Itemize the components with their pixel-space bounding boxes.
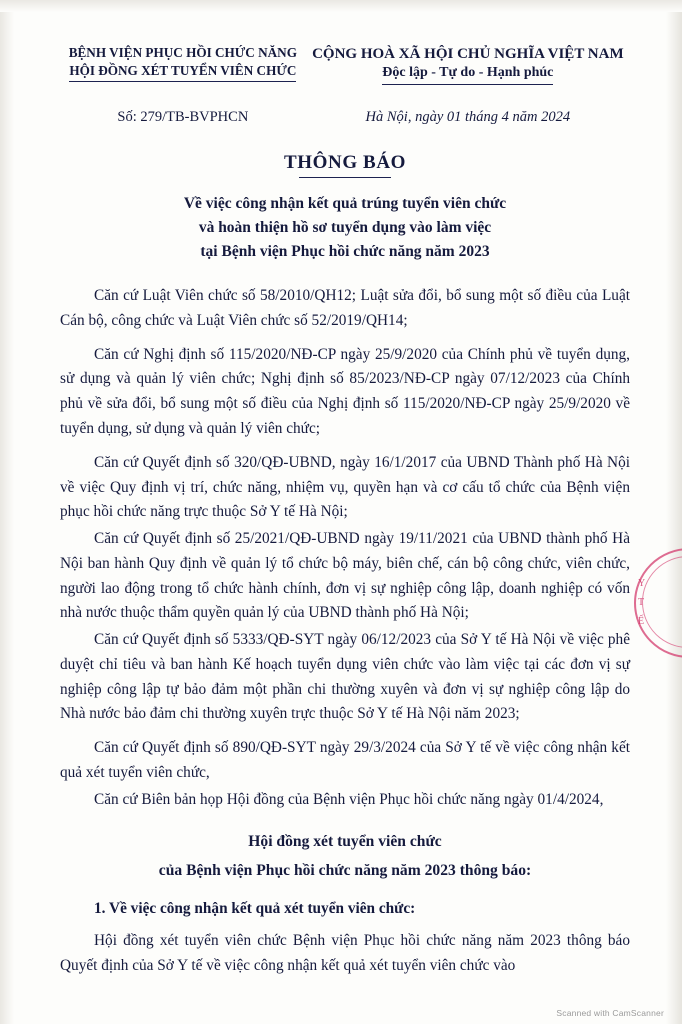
country-name: CỘNG HOÀ XÃ HỘI CHỦ NGHĨA VIỆT NAM — [312, 46, 624, 62]
document-content — [60, 44, 630, 987]
section-1-title: 1. Về việc công nhận kết quả xét tuyển viên chức: — [94, 900, 416, 917]
national-motto: Độc lập - Tự do - Hạnh phúc — [306, 64, 630, 85]
scan-edge-right — [666, 0, 682, 1024]
scan-edge-left — [0, 0, 14, 1024]
paragraph-3: Căn cứ Quyết định số 320/QĐ-UBND, ngày 16/1/2017 của UBND Thành phố Hà Nội về việc Quy định vị trí, chức năng, nhiệm vụ, quyền hạn và cơ cấu tổ chức của Bệnh viện phục hồi chức năng trực thuộc Sở Y tế Hà Nội; — [60, 453, 630, 521]
council-line-2: của Bệnh viện Phục hồi chức năng năm 2023 thông báo: — [158, 861, 532, 879]
date-and-place: Hà Nội, ngày 01 tháng 4 năm 2024 — [365, 109, 571, 126]
paragraph-4: Căn cứ Quyết định số 25/2021/QĐ-UBND ngày 19/11/2021 của UBND thành phố Hà Nội ban hành Quy định về quản lý tổ chức bộ máy, biên chế, cán bộ công chức, viên chức, người lao động trong tổ chức hành chính, đơn vị sự nghiệp công lập, doanh nghiệp có vốn nhà nước thuộc thẩm quyền quản lý của UBND thành phố Hà Nội; — [60, 530, 630, 622]
official-seal-stamp — [628, 548, 682, 658]
subtitle-line-3: tại Bệnh viện Phục hồi chức năng năm 2023 — [200, 243, 490, 261]
paragraph-1: Căn cứ Luật Viên chức số 58/2010/QH12; Luật sửa đổi, bổ sung một số điều của Luật Cán bộ, công chức và Luật Viên chức số 52/2019/QH14; — [60, 287, 630, 329]
document-header — [60, 44, 630, 85]
stamp-text: Y T Ế — [638, 578, 648, 627]
paragraph-7: Căn cứ Biên bản họp Hội đồng của Bệnh viện Phục hồi chức năng ngày 01/4/2024, — [94, 790, 604, 808]
title-block — [60, 152, 630, 264]
issuing-authority — [60, 44, 306, 82]
document-subtitle — [60, 192, 630, 264]
document-meta-line — [60, 109, 630, 126]
title-underline — [299, 177, 391, 178]
paragraph-2: Căn cứ Nghị định số 115/2020/NĐ-CP ngày 25/9/2020 của Chính phủ về tuyển dụng, sử dụng và quản lý viên chức; Nghị định số 85/2023/NĐ-CP ngày 07/12/2023 của Chính phủ về sửa đổi, bổ sung một số điều của Nghị định số 115/2020/NĐ-CP ngày 25/9/2020 về tuyển dụng, sử dụng và quản lý viên chức; — [60, 345, 630, 438]
national-heading — [306, 44, 630, 85]
scanner-watermark: Scanned with CamScanner — [556, 1008, 664, 1018]
section-1-text: Hội đồng xét tuyển viên chức Bệnh viện Phục hồi chức năng năm 2023 thông báo Quyết định của Sở Y tế về việc công nhận kết quả xét tuyển viên chức vào — [60, 931, 630, 974]
council-name: HỘI ĐỒNG XÉT TUYỂN VIÊN CHỨC — [60, 62, 306, 82]
paragraph-5: Căn cứ Quyết định số 5333/QĐ-SYT ngày 06/12/2023 của Sở Y tế Hà Nội về việc phê duyệt chỉ tiêu và ban hành Kế hoạch tuyển dụng viên chức vào làm việc tại các đơn vị sự nghiệp công lập tự bảo đảm một phần chi thường xuyên và đơn vị sự nghiệp công lập do Nhà nước bảo đảm chi thường xuyên trực thuộc Sở Y tế Hà Nội năm 2023; — [60, 631, 630, 723]
document-number: Số: 279/TB-BVPHCN — [117, 109, 249, 126]
hospital-name: BỆNH VIỆN PHỤC HỒI CHỨC NĂNG — [68, 45, 297, 60]
document-body — [60, 284, 630, 978]
subtitle-line-1: Về việc công nhận kết quả trúng tuyển viên chức — [183, 195, 507, 213]
scan-edge-top — [0, 0, 682, 12]
council-line-1: Hội đồng xét tuyển viên chức — [248, 832, 442, 850]
subtitle-line-2: và hoàn thiện hồ sơ tuyển dụng vào làm việc — [198, 219, 492, 237]
paragraph-6: Căn cứ Quyết định số 890/QĐ-SYT ngày 29/3/2024 của Sở Y tế về việc công nhận kết quả xét tuyển viên chức, — [60, 739, 630, 781]
page-title: THÔNG BÁO — [283, 152, 407, 174]
